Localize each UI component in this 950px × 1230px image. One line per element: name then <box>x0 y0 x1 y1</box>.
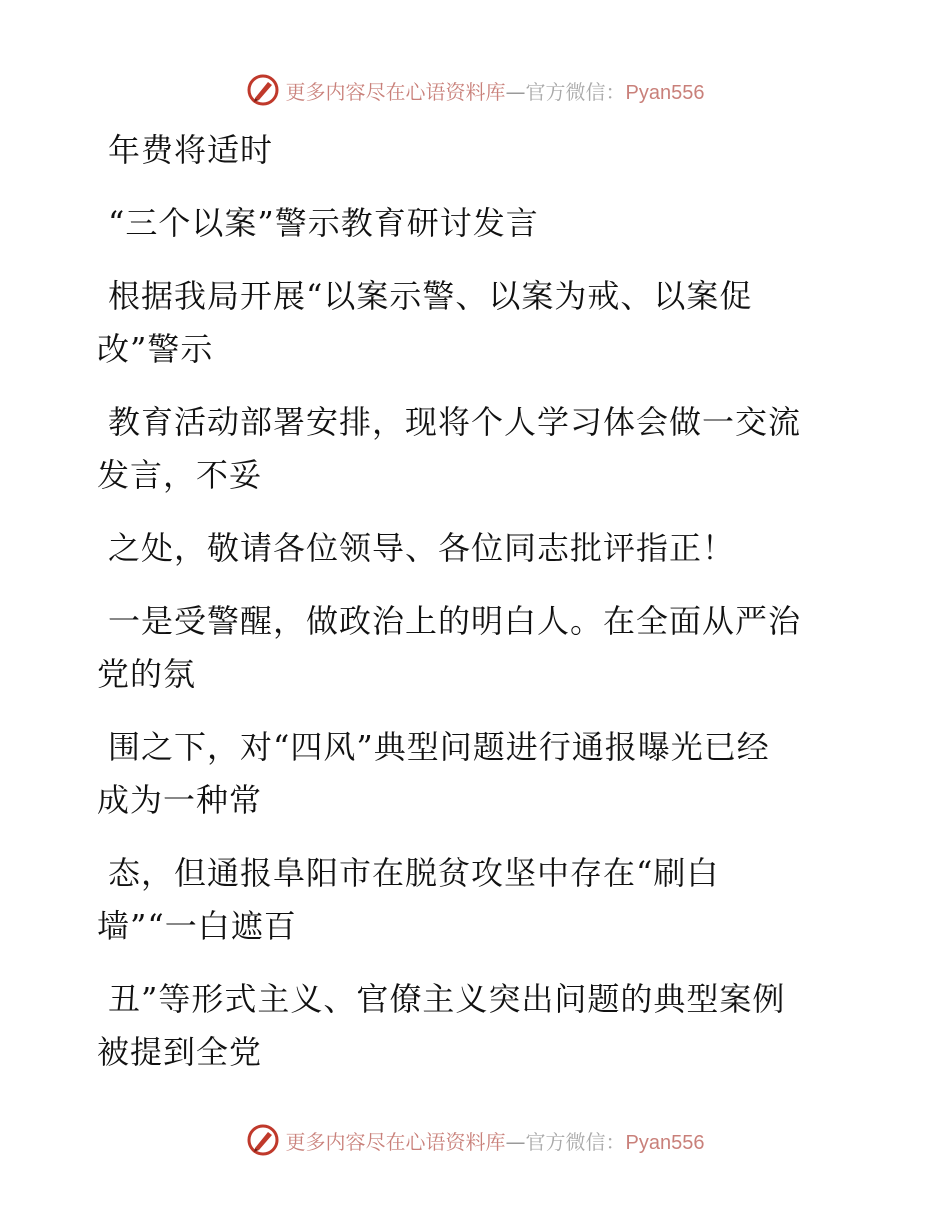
banner-text <box>286 1126 705 1155</box>
paragraph-line: 教育活动部署安排，现将个人学习体会做一交流 <box>108 403 802 441</box>
banner-main-text: 更多内容尽在心语资料库 <box>285 1129 506 1154</box>
paragraph-line: 丑”等形式主义、官僚主义突出问题的典型案例 <box>108 980 786 1018</box>
paragraph-line: 墙”“一白遮百 <box>97 907 297 945</box>
paragraph-line: 态，但通报阜阳市在脱贫攻坚中存在“刷白 <box>108 854 720 892</box>
paragraph-title <box>97 197 837 250</box>
paragraph-line: 之处，敬请各位领导、各位同志批评指正！ <box>108 529 736 567</box>
banner-content <box>246 73 705 107</box>
pen-logo-icon <box>246 1123 280 1157</box>
paragraph-line: 年费将适时 <box>108 131 274 169</box>
document-body <box>97 124 837 1099</box>
paragraph <box>97 270 837 376</box>
paragraph-line: 围之下，对“四风”典型问题进行通报曝光已经 <box>108 728 770 766</box>
paragraph-line: 根据我局开展“以案示警、以案为戒、以案促 <box>108 277 753 315</box>
header-banner <box>0 68 950 112</box>
banner-wechat-id: Pyan556 <box>625 1131 705 1154</box>
paragraph <box>97 396 837 502</box>
paragraph <box>97 522 837 575</box>
pen-logo-icon <box>246 73 280 107</box>
banner-wechat-label: 官方微信： <box>525 79 626 104</box>
footer-banner <box>0 1118 950 1162</box>
banner-text <box>286 76 705 105</box>
paragraph <box>97 973 837 1079</box>
paragraph <box>97 721 837 827</box>
paragraph-line: 党的氛 <box>97 655 197 693</box>
banner-main-text: 更多内容尽在心语资料库 <box>285 79 506 104</box>
banner-content <box>246 1123 705 1157</box>
banner-separator: — <box>505 79 526 104</box>
paragraph <box>97 124 837 177</box>
paragraph-line: 成为一种常 <box>97 781 263 819</box>
paragraph <box>97 847 837 953</box>
banner-separator: — <box>505 1129 526 1154</box>
paragraph-line: 改”警示 <box>97 330 214 368</box>
banner-wechat-id: Pyan556 <box>625 81 705 104</box>
paragraph-line: 发言，不妥 <box>97 456 263 494</box>
paragraph-line: 一是受警醒，做政治上的明白人。在全面从严治 <box>108 602 802 640</box>
paragraph <box>97 595 837 701</box>
paragraph-line: “三个以案”警示教育研讨发言 <box>108 204 539 242</box>
paragraph-line: 被提到全党 <box>97 1033 263 1071</box>
banner-wechat-label: 官方微信： <box>525 1129 626 1154</box>
